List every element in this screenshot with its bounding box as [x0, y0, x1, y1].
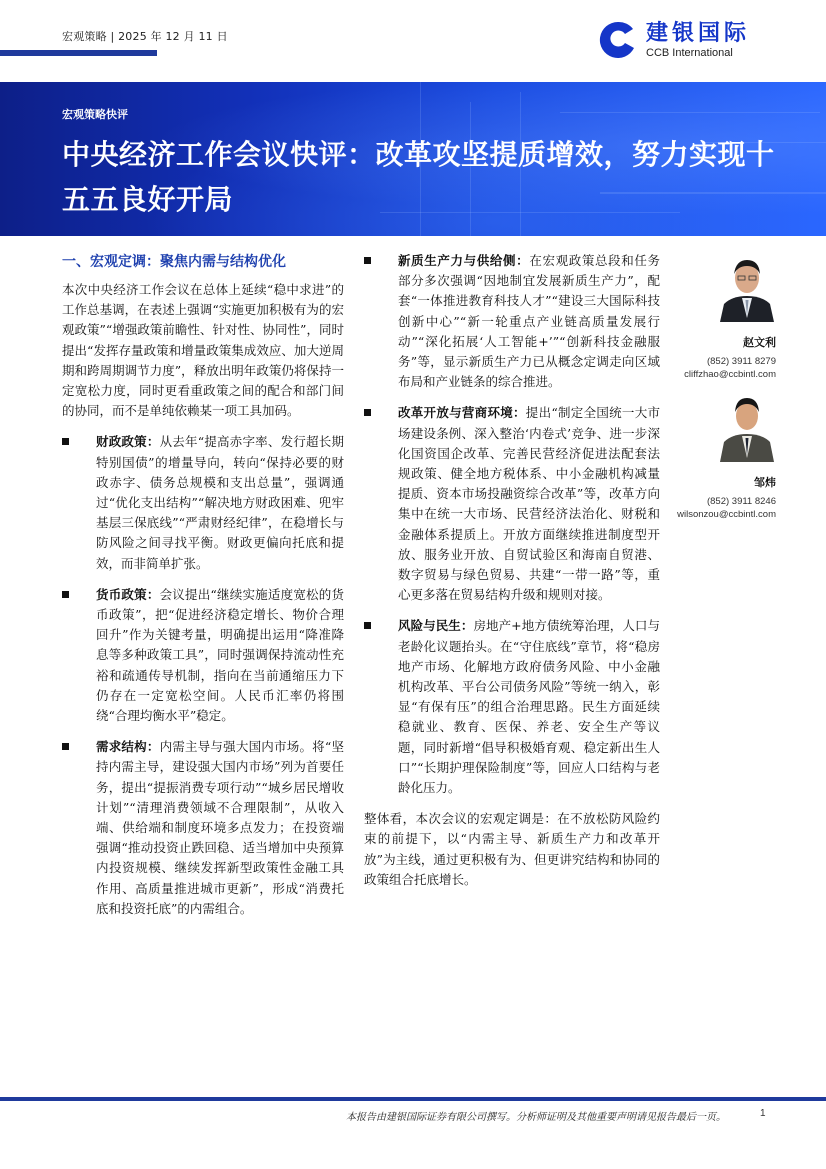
bullet-square-icon — [364, 622, 371, 629]
title-banner — [0, 82, 826, 236]
bullet-reform-opening — [364, 403, 660, 605]
bullet-text: 在宏观政策总段和任务部分多次强调“因地制宜发展新质生产力”，配套“一体推进教育科技人才”“建设三大国际科技创新中心”“新一轮重点产业链高质量发展行动”“深化拓展‘人工智能+’”“创新科技金融服务”等，显示新质生产力已从概念定调走向区域布局和产业链条的综合推进。 — [398, 253, 660, 390]
page-number: 1 — [760, 1108, 766, 1119]
bullet-text: 内需主导与强大国内市场。将“坚持内需主导，建设强大国内市场”列为首要任务，提出“提振消费专项行动”“城乡居民增收计划”“清理消费领域不合理限制”，从收入端、供给端和制度环境多点发力；在投资端强调“推动投资止跌回稳、适当增加中央预算内投资规模、继续发挥新型政策性金融工具作用、高质量推进城市更新”，形成“消费托底和投资托底”的内需组合。 — [96, 739, 344, 916]
bullet-square-icon — [62, 591, 69, 598]
bullet-square-icon — [62, 438, 69, 445]
report-meta: 宏观策略 | 2025 年 12 月 11 日 — [62, 30, 228, 43]
bullet-fiscal-policy — [62, 432, 344, 573]
section-heading: 一、宏观定调：聚焦内需与结构优化 — [62, 254, 286, 270]
bullet-text: 提出“制定全国统一大市场建设条例、深入整治‘内卷式’竞争、进一步深化国资国企改革、完善民营经济促进法配套法规政策、健全地方税体系、中小金融机构减量提质、资本市场投融资综合改革”等，改革方向集中在统一大市场、民营经济法治化、财税和金融体系提质上。开放方面继续推进制度型开放、服务业开放、自贸试验区和海南自贸港、数字贸易与绿色贸易、共建“一带一路”等，重心更多落在贸易结构升级和规则对接。 — [398, 405, 660, 603]
intro-paragraph: 本次中央经济工作会议在总体上延续“稳中求进”的工作总基调，在表述上强调“实施更加积极有为的宏观政策”“增强政策前瞻性、针对性、协同性”，同时提出“发挥存量政策和增量政策集成效应、加大逆周期和跨周期调节力度”，释放出明年政策仍将保持一定宽松力度，同时更看重政策之间的配合和部门间的协同，而不是单纯依赖某一项工具加码。 — [62, 282, 344, 419]
ccb-logo-icon — [598, 20, 638, 60]
conclusion-paragraph: 整体看，本次会议的宏观定调是：在不放松防风险约束的前提下，以“内需主导、新质生产力和改革开放”为主线，通过更积极有为、但更讲究结构和协同的政策组合托底增长。 — [364, 811, 660, 887]
bullet-square-icon — [364, 257, 371, 264]
analyst-email[interactable]: cliffzhao@ccbintl.com — [684, 369, 776, 380]
analyst-phone: (852) 3911 8246 — [706, 496, 776, 507]
report-title: 中央经济工作会议快评：改革攻坚提质增效，努力实现十五五良好开局 — [62, 138, 775, 216]
analyst-email[interactable]: wilsonzou@ccbintl.com — [677, 509, 776, 520]
analyst-photo — [718, 392, 776, 462]
analyst-phone: (852) 3911 8279 — [706, 356, 776, 367]
bullet-lead: 新质生产力与供给侧： — [398, 253, 530, 268]
ccb-logo — [598, 18, 778, 62]
bullet-text: 会议提出“继续实施适度宽松的货币政策”，把“促进经济稳定增长、物价合理回升”作为关键考量，明确提出运用“降准降息等多种政策工具”，同时强调保持流动性充裕和疏通传导机制，指向在当前通缩压力下仍存在一定宽松空间。人民币汇率仍将围绕“合理均衡水平”稳定。 — [96, 586, 344, 724]
bullet-square-icon — [364, 409, 371, 416]
bullet-square-icon — [62, 743, 69, 750]
bullet-lead: 风险与民生： — [398, 618, 474, 634]
analyst-name: 邹炜 — [754, 476, 776, 489]
analyst-photo — [718, 252, 776, 322]
footer-rule — [0, 1097, 826, 1101]
analyst-card — [636, 252, 776, 380]
bullet-demand-structure — [62, 737, 344, 919]
bullet-lead: 货币政策： — [96, 586, 160, 602]
bullet-text: 房地产+地方债统筹治理，人口与老龄化议题抬头。在“守住底线”章节，将“稳房地产市场、化解地方政府债务风险、中小金融机构改革、平台公司债务风险”等统一纳入，彰显“有保有压”的组合治理思路。民生方面延续稳就业、教育、医保、养老、安全生产等议题，同时新增“倡导积极婚育观、稳定新出生人口”“长期护理保险制度”等，回应人口结构与老龄化压力。 — [398, 618, 660, 796]
bullet-monetary-policy — [62, 585, 344, 726]
bullet-lead: 需求结构： — [96, 739, 160, 755]
bullet-lead: 财政政策： — [96, 434, 160, 450]
logo-chinese-name: 建银国际 — [646, 20, 751, 46]
bullet-text: 从去年“提高赤字率、发行超长期特别国债”的增量导向，转向“保持必要的财政赤字、债务总规模和支出总量”，强调通过“优化支出结构”“解决地方财政困难、兜牢基层三保底线”“严肃财经纪律”，在稳增长与防风险之间寻找平衡。财政更偏向托底和提效，而非简单扩张。 — [96, 434, 344, 571]
logo-english-name: CCB International — [646, 46, 733, 59]
middle-column — [364, 251, 660, 901]
bullet-risk-livelihood — [364, 616, 660, 798]
header-rule — [0, 50, 157, 56]
disclaimer-note: 本报告由建银国际证券有限公司撰写。分析师证明及其他重要声明请见报告最后一页。 — [346, 1112, 726, 1123]
report-category: 宏观策略快评 — [62, 108, 128, 121]
left-column — [62, 280, 344, 930]
bullet-new-productivity — [364, 251, 660, 392]
bullet-lead: 改革开放与营商环境： — [398, 405, 526, 421]
analyst-name: 赵文利 — [743, 336, 776, 349]
analyst-card — [636, 392, 776, 520]
